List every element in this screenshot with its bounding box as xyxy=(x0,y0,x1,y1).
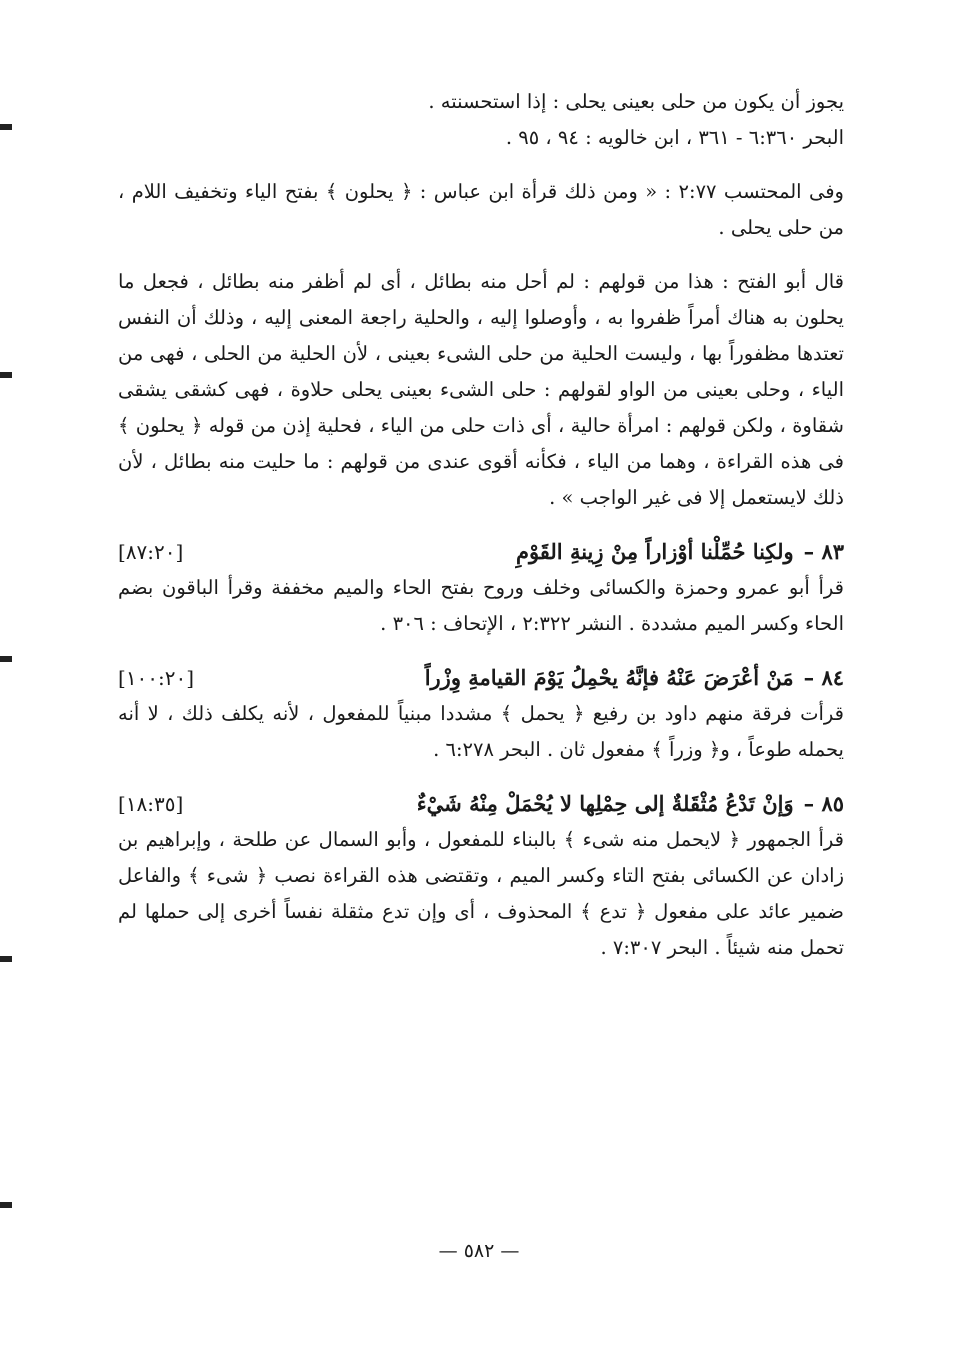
binding-mark xyxy=(0,1202,12,1208)
binding-mark xyxy=(0,656,12,662)
binding-mark xyxy=(0,124,12,130)
entry-number: ٨٤ – xyxy=(803,665,844,690)
entry-heading xyxy=(118,786,844,822)
entry-text: قرأ أبو عمرو وحمزة والكسائى وخلف وروح بفتح الحاء والميم مخففة وقرأ الباقون بضم الحاء وكسر الميم مشددة . النشر ٢:٣٢٢ ، الإتحاف : ٣٠٦ . xyxy=(118,576,844,635)
entry-heading xyxy=(118,660,844,696)
verse-reference: [١٨:٣٥] xyxy=(118,792,184,816)
paragraph-2: البحر ٦:٣٦٠ - ٣٦١ ، ابن خالويه : ٩٤ ، ٩٥ . xyxy=(505,126,844,149)
verse-text: وَإنْ تَدْعُ مُثْقَلةٌ إلى حِمْلِها لا يُحْمَلْ مِنْهُ شَيْءٌ xyxy=(416,791,794,816)
binding-mark xyxy=(0,956,12,962)
entry-number: ٨٣ – xyxy=(803,539,844,564)
binding-mark xyxy=(0,372,12,378)
entry-number: ٨٥ – xyxy=(803,791,844,816)
entry-text: قرأت فرقة منهم داود بن رفيع ﴿ يحمل ﴾ مشددا مبنياً للمفعول ، لأنه يكلف ذلك ، لا أنه يحمله طوعاً ، و﴿ وزراً ﴾ مفعول ثان . البحر ٦:٢٧٨ . xyxy=(118,702,844,761)
paragraph-1: يجوز أن يكون من حلى بعينى يحلى : إذا استحسنته . xyxy=(428,90,844,113)
entry-84 xyxy=(118,660,844,768)
paragraph-3: وفى المحتسب ٢:٧٧ : « ومن ذلك قرأة ابن عباس : ﴿ يحلون ﴾ بفتح الياء وتخفيف اللام ، من حلى يحلى . xyxy=(118,180,844,239)
verse-reference: [١٠٠:٢٠] xyxy=(118,666,195,690)
paragraph-4: قال أبو الفتح : هذا من قولهم : لم أحل منه بطائل ، أى لم أظفر منه بطائل ، فجعل ما يحلون به هناك أمراً ظفروا به ، وأوصلوا إليه ، والحلية راجعة المعنى إليه ، وذلك أن النفس تعتدها مظفوراً بها ، وليست الحلية من حلى الشىء بعينى ، لأن الحلية من الحلى ، فهى من الياء ، وحلى بعينى من الواو لقولهم : حلى الشىء بعينى يحلى حلاوة ، فهى كشقى يشقى شقاوة ، ولكن قولهم : امرأة حالية ، أى ذات حلى من الياء ، فحلية إذن من قوله ﴿ يحلون ﴾ فى هذه القراءة ، وهما من الياء ، فكأنه أقوى عندى من قولهم : ما حليت منه بطائل ، لأن ذلك لايستعمل إلا فى غير الواجب » . xyxy=(118,270,844,509)
page-body xyxy=(118,84,844,966)
entry-85 xyxy=(118,786,844,966)
page-footer xyxy=(0,1240,958,1262)
page-number: — ٥٨٢ — xyxy=(438,1240,520,1262)
entry-text: قرأ الجمهور ﴿ لايحمل منه شىء ﴾ بالبناء للمفعول ، وأبو السمال عن طلحة ، وإبراهيم بن زادان عن الكسائى بفتح التاء وكسر الميم ، وتقتضى هذه القراءة نصب ﴿ شىء ﴾ والفاعل ضمير عائد على مفعول ﴿ تدع ﴾ المحذوف ، أى وإن تدع مثقلة نفساً أخرى إلى حملها لم تحمل منه شيئاً . البحر ٧:٣٠٧ . xyxy=(118,828,844,959)
verse-text: مَنْ أعْرَضَ عَنْهُ فإنَّهُ يحْمِلُ يَوْمَ القيامةِ وِزْراً xyxy=(424,665,794,690)
verse-line xyxy=(425,660,844,696)
entry-heading xyxy=(118,534,844,570)
verse-line xyxy=(516,534,844,570)
verse-text: ولكِنا حُمِّلْنا أوْزاراً مِنْ زِينةِ القَوْمِ xyxy=(515,539,794,564)
verse-line xyxy=(417,786,844,822)
verse-reference: [٨٧:٢٠] xyxy=(118,540,184,564)
entry-83 xyxy=(118,534,844,642)
